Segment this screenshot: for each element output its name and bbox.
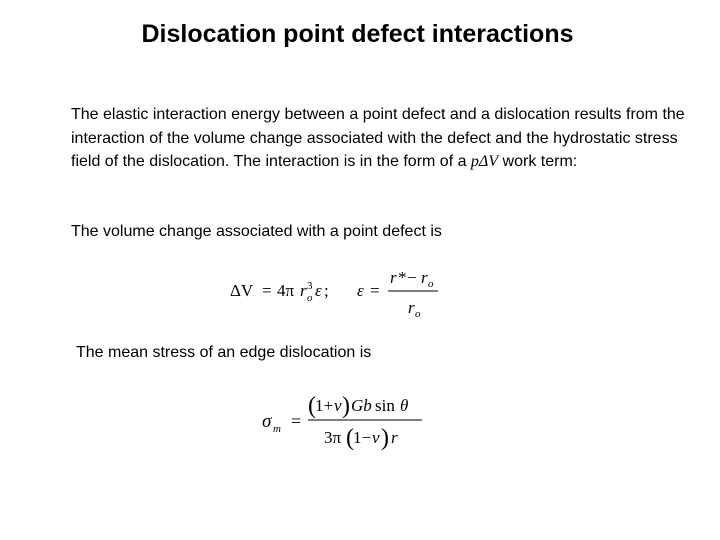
slide-title: Dislocation point defect interactions <box>141 20 574 48</box>
svg-text:o: o <box>415 308 421 320</box>
svg-text:=: = <box>262 281 272 300</box>
svg-text:r: r <box>390 268 397 287</box>
paragraph-interaction-energy-tail: work term: <box>498 153 578 170</box>
svg-text:ε: ε <box>357 281 364 300</box>
svg-text:r: r <box>300 281 307 300</box>
svg-text:=: = <box>370 281 380 300</box>
svg-text:;: ; <box>324 281 329 300</box>
svg-text:): ) <box>342 393 350 419</box>
svg-text:3π: 3π <box>324 428 342 447</box>
volume-change-equation <box>226 262 446 327</box>
svg-text:4π: 4π <box>277 281 295 300</box>
volume-change-equation-graphic <box>226 262 446 322</box>
paragraph-interaction-energy-text: The elastic interaction energy between a point defect and a dislocation results from the interaction of the volume change associated with the defect and the hydrostatic stress field of the dislocation. The interaction is in the form of a <box>71 106 685 170</box>
svg-text:−: − <box>407 268 417 287</box>
svg-text:(: ( <box>308 393 316 419</box>
paragraph-interaction-energy <box>71 103 691 174</box>
svg-text:r: r <box>391 428 398 447</box>
svg-text:θ: θ <box>400 396 409 415</box>
p-delta-v-term: pΔV <box>470 153 499 170</box>
svg-text:(: ( <box>346 425 354 451</box>
svg-text:σ: σ <box>262 411 272 432</box>
svg-text:m: m <box>273 423 281 435</box>
svg-text:ν: ν <box>334 396 342 415</box>
svg-text:=: = <box>291 411 302 431</box>
svg-text:ΔV: ΔV <box>230 281 254 300</box>
svg-text:ν: ν <box>372 428 380 447</box>
mean-stress-equation <box>258 387 438 458</box>
svg-text:1−: 1− <box>353 428 372 447</box>
svg-text:ε: ε <box>315 281 322 300</box>
svg-text:1+: 1+ <box>315 396 334 415</box>
svg-text:sin: sin <box>375 396 395 415</box>
svg-text:r: r <box>421 268 428 287</box>
paragraph-mean-stress: The mean stress of an edge dislocation is <box>76 344 372 361</box>
svg-text:*: * <box>398 268 407 287</box>
svg-text:3: 3 <box>307 280 313 292</box>
mean-stress-equation-graphic <box>258 387 438 453</box>
svg-text:): ) <box>381 425 389 451</box>
svg-text:o: o <box>428 278 434 290</box>
svg-text:Gb: Gb <box>351 396 372 415</box>
svg-text:o: o <box>307 292 313 304</box>
svg-text:r: r <box>408 298 415 317</box>
paragraph-volume-change: The volume change associated with a point defect is <box>71 223 442 240</box>
